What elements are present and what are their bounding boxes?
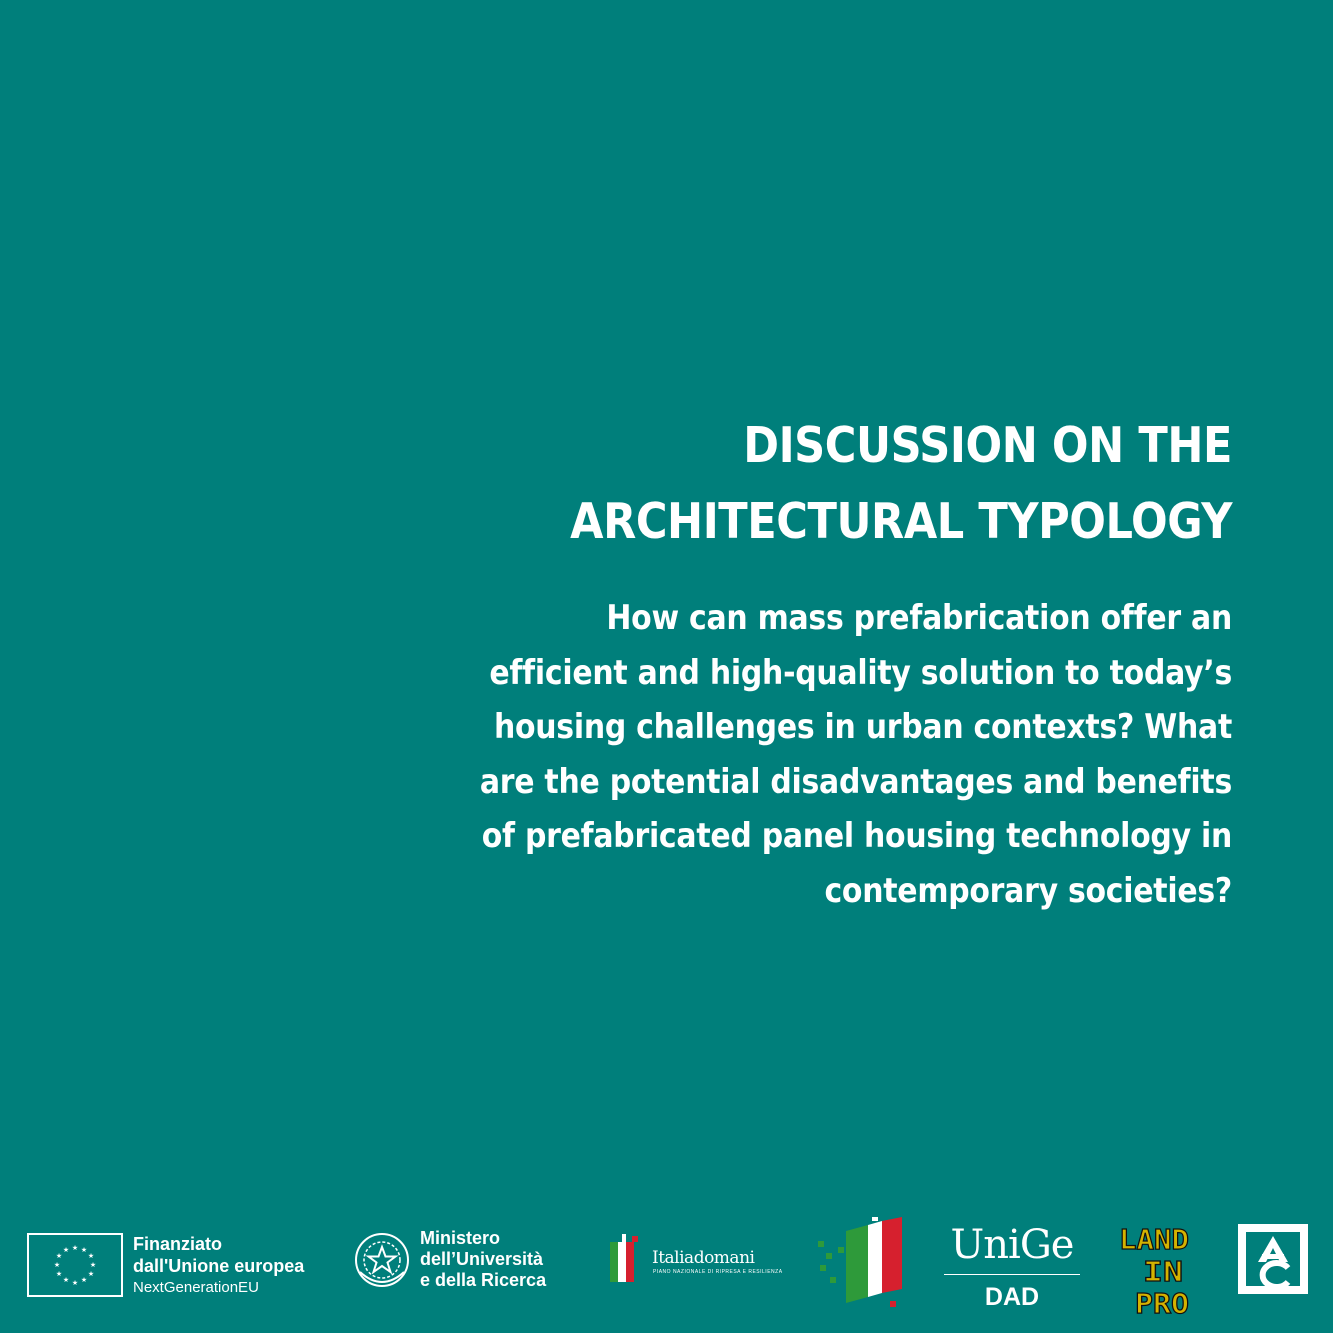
svg-text:PRO: PRO [1135,1287,1189,1315]
title-line-1: DISCUSSION ON THE [743,417,1232,474]
svg-text:★: ★ [80,1246,88,1254]
ministry-line-2: dell’Università [420,1249,544,1269]
eu-line-1: Finanziato [133,1234,222,1254]
italiadomani-flag-icon [608,1234,648,1286]
svg-text:★: ★ [53,1261,61,1269]
land-in-pro-logo [1119,1223,1191,1315]
eu-funding-text [133,1233,353,1299]
svg-text:★: ★ [89,1261,97,1269]
svg-text:★: ★ [55,1270,63,1278]
question-line-6: contemporary societies? [824,870,1232,911]
unige-divider [944,1274,1080,1275]
pixel-italian-flag-icon [816,1217,906,1309]
question-line-2: efficient and high-quality solution to today’s [489,652,1232,693]
title-block [332,408,1232,560]
question-line-3: housing challenges in urban contexts? What [493,707,1232,747]
svg-text:★: ★ [62,1246,70,1254]
unige-dad-logo [944,1222,1080,1311]
sponsor-logos [0,1210,1333,1333]
svg-text:LAND: LAND [1119,1223,1189,1256]
question-line-5: of prefabricated panel housing technology in [481,816,1232,856]
ministry-line-3: e della Ricerca [420,1270,547,1290]
title-line-2: ARCHITECTURAL TYPOLOGY [570,493,1232,550]
ac-monogram-icon [1238,1224,1308,1294]
svg-text:★: ★ [71,1244,79,1252]
eu-line-3: NextGenerationEU [133,1279,259,1296]
ministry-text [420,1228,580,1291]
question-line-4: are the potential disadvantages and benefits [479,761,1232,802]
svg-text:★: ★ [62,1276,70,1284]
discussion-question [332,591,1232,918]
svg-text:★: ★ [80,1276,88,1284]
svg-text:★: ★ [55,1252,63,1260]
svg-text:★: ★ [87,1252,95,1260]
unige-department: DAD [984,1283,1040,1311]
svg-text:IN: IN [1143,1255,1183,1288]
italian-republic-emblem-icon [352,1228,412,1292]
question-line-1: How can mass prefabrication offer an [606,598,1232,638]
unige-name: UniGe [950,1222,1074,1268]
italiadomani-subtitle: PIANO NAZIONALE DI RIPRESA E RESILIENZA [653,1269,783,1275]
svg-text:★: ★ [87,1270,95,1278]
eu-flag-icon [27,1233,123,1297]
svg-text:★: ★ [71,1279,79,1287]
eu-line-2: dall'Unione europea [133,1256,305,1276]
italiadomani-name: Italiadomani [652,1248,755,1268]
ministry-line-1: Ministero [420,1228,501,1248]
